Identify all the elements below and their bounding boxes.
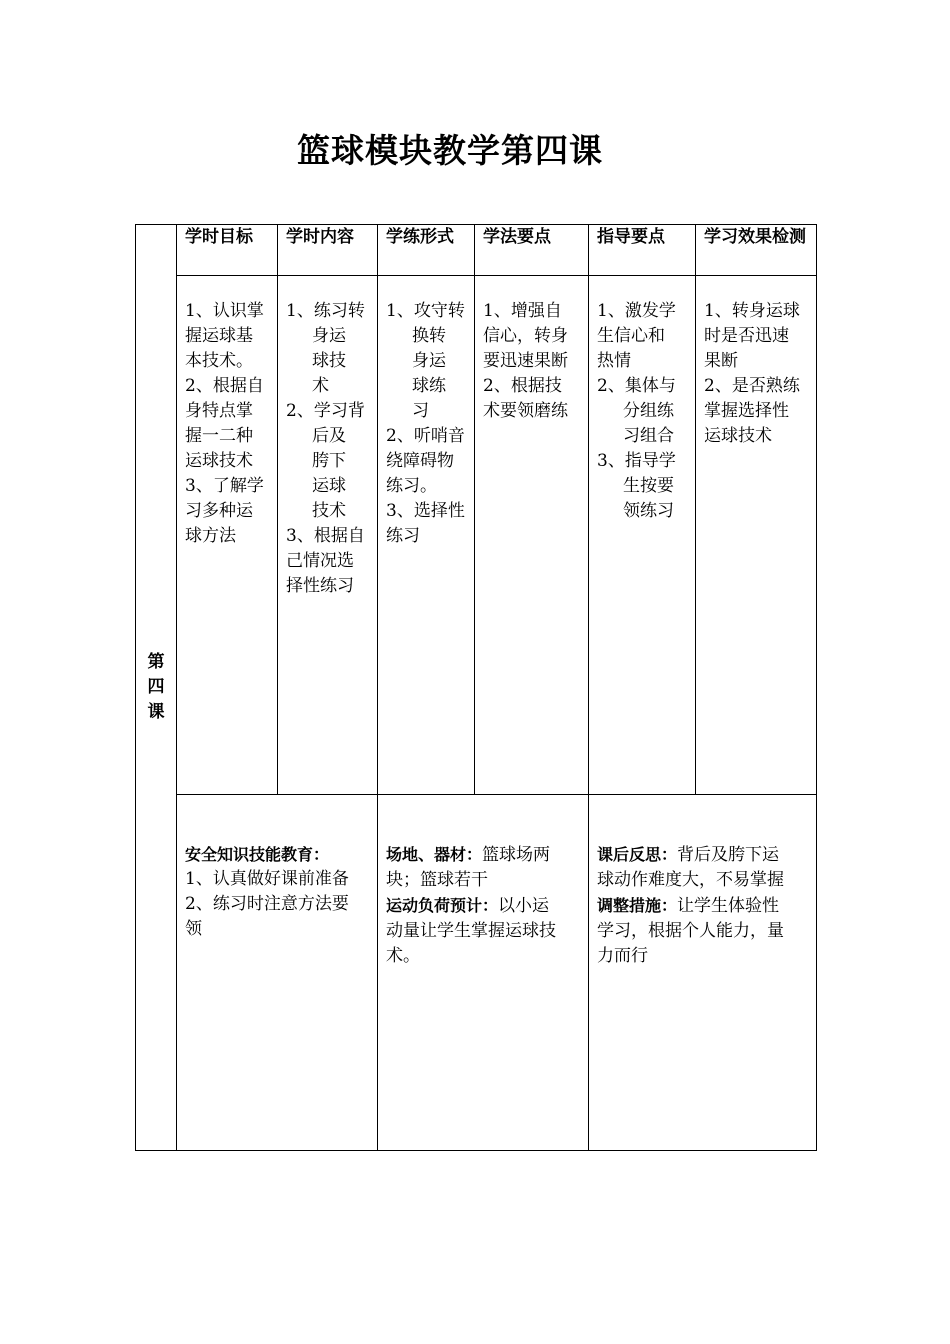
header-method: 学法要点	[475, 225, 589, 276]
venue-text: 篮球场两	[482, 845, 551, 865]
content-line: 术	[312, 376, 329, 396]
lesson-char: 课	[147, 702, 165, 722]
adjust-text: 力而行	[597, 946, 648, 966]
effect-line: 果断	[704, 351, 738, 371]
guidance-line: 习组合	[623, 426, 674, 446]
load-text: 术。	[386, 946, 420, 966]
safety-label: 安全知识技能教育：	[185, 845, 330, 864]
guidance-line: 生信心和	[597, 326, 665, 346]
goals-line: 本技术。	[185, 351, 253, 371]
forms-line: 习	[412, 401, 429, 421]
safety-cell	[177, 795, 378, 1151]
goals-line: 习多种运	[185, 501, 253, 521]
load-text: 以小运	[498, 896, 550, 916]
forms-line: 球练	[412, 376, 446, 396]
goals-line: 握一二种	[185, 426, 253, 446]
forms-line: 1、攻守转	[386, 301, 465, 321]
forms-line: 2、听哨音	[386, 426, 465, 446]
venue-label: 场地、器材：	[386, 845, 483, 864]
method-line: 信心，转身	[483, 326, 568, 346]
content-line: 3、根据自	[286, 526, 365, 546]
goals-line: 3、了解学	[185, 476, 264, 496]
safety-line: 领	[185, 919, 202, 939]
content-line: 择性练习	[286, 576, 354, 596]
effect-cell	[696, 276, 817, 795]
adjust-text: 学习，根据个人能力，量	[597, 921, 784, 941]
forms-line: 练习。	[386, 476, 437, 496]
effect-line: 掌握选择性	[704, 401, 789, 421]
lesson-char: 四	[147, 677, 165, 697]
header-guidance: 指导要点	[589, 225, 696, 276]
footer-row	[136, 795, 817, 1151]
lesson-label	[136, 225, 177, 1151]
header-row	[136, 225, 817, 276]
reflection-cell	[589, 795, 817, 1151]
page-title: 篮球模块教学第四课	[297, 131, 603, 170]
reflection-label: 课后反思：	[597, 845, 678, 864]
adjust-text: 让学生体验性	[677, 896, 780, 916]
effect-line: 2、是否熟练	[704, 376, 800, 396]
effect-line: 1、转身运球	[704, 301, 800, 321]
safety-line: 2、练习时注意方法要	[185, 894, 349, 914]
adjust-label: 调整措施：	[597, 896, 678, 915]
content-line: 2、学习背	[286, 401, 365, 421]
content-line: 球技	[312, 351, 346, 371]
goals-line: 身特点掌	[185, 401, 253, 421]
forms-line: 绕障碍物	[386, 451, 454, 471]
method-line: 要迅速果断	[483, 351, 568, 371]
content-line: 1、练习转	[286, 301, 365, 321]
content-line: 身运	[312, 326, 346, 346]
guidance-line: 3、指导学	[597, 451, 676, 471]
goals-line: 运球技术	[185, 451, 253, 471]
lesson-plan-table	[135, 224, 817, 1151]
forms-line: 3、选择性	[386, 501, 465, 521]
content-line: 己情况选	[286, 551, 354, 571]
guidance-line: 分组练	[623, 401, 674, 421]
forms-line: 身运	[412, 351, 446, 371]
venue-cell	[378, 795, 589, 1151]
method-line: 术要领磨练	[483, 401, 568, 421]
goals-line: 2、根据自	[185, 376, 264, 396]
load-label: 运动负荷预计：	[386, 896, 499, 915]
guidance-line: 1、激发学	[597, 301, 676, 321]
goals-line: 球方法	[185, 526, 236, 546]
header-forms: 学练形式	[378, 225, 475, 276]
reflection-text: 背后及胯下运	[677, 845, 780, 865]
content-line: 运球	[312, 476, 346, 496]
load-text: 动量让学生掌握运球技	[386, 921, 556, 941]
safety-line: 1、认真做好课前准备	[185, 869, 349, 889]
effect-line: 时是否迅速	[704, 326, 789, 346]
guidance-cell	[589, 276, 696, 795]
content-line: 技术	[312, 501, 346, 521]
method-line: 1、增强自	[483, 301, 562, 321]
content-line: 后及	[312, 426, 346, 446]
goals-line: 1、认识掌	[185, 301, 264, 321]
guidance-line: 领练习	[623, 501, 674, 521]
goals-cell	[177, 276, 278, 795]
header-goals: 学时目标	[177, 225, 278, 276]
content-cell	[278, 276, 378, 795]
method-cell	[475, 276, 589, 795]
goals-line: 握运球基	[185, 326, 253, 346]
forms-line: 练习	[386, 526, 420, 546]
guidance-line: 2、集体与	[597, 376, 676, 396]
guidance-line: 热情	[597, 351, 631, 371]
venue-text: 块；篮球若干	[386, 870, 488, 890]
method-line: 2、根据技	[483, 376, 562, 396]
forms-cell	[378, 276, 475, 795]
reflection-text: 球动作难度大，不易掌握	[597, 870, 784, 890]
effect-line: 运球技术	[704, 426, 772, 446]
header-content: 学时内容	[278, 225, 378, 276]
content-line: 胯下	[312, 451, 346, 471]
lesson-char: 第	[147, 652, 165, 672]
content-row	[136, 276, 817, 795]
forms-line: 换转	[412, 326, 446, 346]
header-effect: 学习效果检测	[696, 225, 817, 276]
guidance-line: 生按要	[623, 476, 674, 496]
